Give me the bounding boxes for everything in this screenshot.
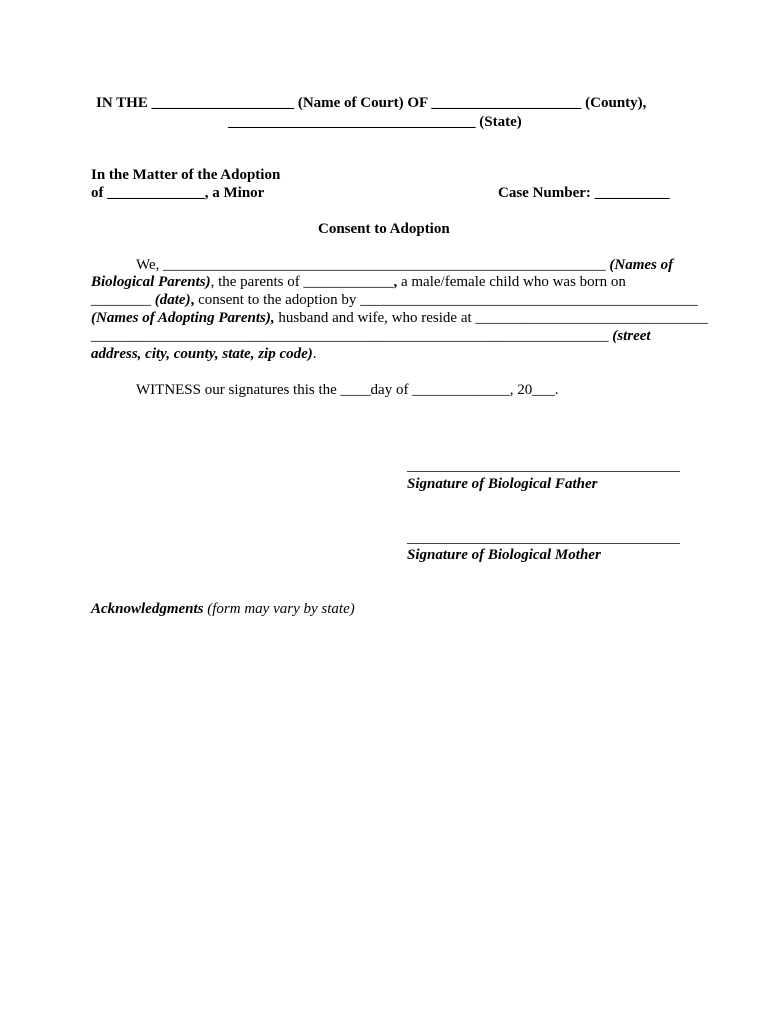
- comma: ,: [190, 292, 195, 308]
- biological-parents-label: Biological Parents): [91, 274, 211, 290]
- reside-text: husband and wife, who reside at _______________________________: [274, 310, 708, 326]
- period: .: [312, 346, 317, 362]
- mother-signature-line[interactable]: [407, 543, 680, 544]
- state-header-line: _________________________________ (State): [228, 114, 522, 130]
- consent-text: consent to the adoption by _____________________________________________: [194, 292, 698, 308]
- acknowledgments-note: (form may vary by state): [203, 601, 355, 617]
- father-signature-label: Signature of Biological Father: [407, 476, 598, 492]
- body-line-2: [91, 273, 626, 291]
- body-line-1: [136, 256, 673, 274]
- acknowledgments-label: Acknowledgments: [91, 601, 204, 617]
- acknowledgments-line: [91, 600, 355, 618]
- parents-names-blank: ___________________________________________________________: [163, 257, 606, 273]
- parents-of-text: , the parents of ____________: [210, 274, 394, 290]
- comma: ,: [393, 274, 398, 290]
- date-blank: ________: [91, 292, 155, 308]
- body-line-3: [91, 291, 698, 309]
- child-born-text: a male/female child who was born on: [397, 274, 626, 290]
- matter-line-2: of _____________, a Minor: [91, 185, 265, 201]
- adopting-parents-label: (Names of Adopting Parents),: [91, 310, 275, 326]
- case-number: Case Number: __________: [498, 185, 670, 201]
- court-header-line: IN THE ___________________ (Name of Court) OF ____________________ (County),: [96, 95, 647, 111]
- body-line-6: [91, 345, 317, 363]
- street-label: (street: [612, 328, 651, 344]
- body-line-5: [91, 327, 651, 345]
- body-line-4: [91, 309, 708, 327]
- document-title: Consent to Adoption: [318, 221, 450, 237]
- address-label: address, city, county, state, zip code): [91, 346, 313, 362]
- address-blank: _____________________________________________________________________: [91, 328, 609, 344]
- names-of-label: (Names of: [609, 257, 674, 273]
- mother-signature-label: Signature of Biological Mother: [407, 547, 601, 563]
- father-signature-line[interactable]: [407, 471, 680, 472]
- we-text: We,: [136, 257, 160, 273]
- matter-line-1: In the Matter of the Adoption: [91, 167, 281, 183]
- date-label: (date): [154, 292, 191, 308]
- witness-line: WITNESS our signatures this the ____day of _____________, 20___.: [136, 382, 559, 398]
